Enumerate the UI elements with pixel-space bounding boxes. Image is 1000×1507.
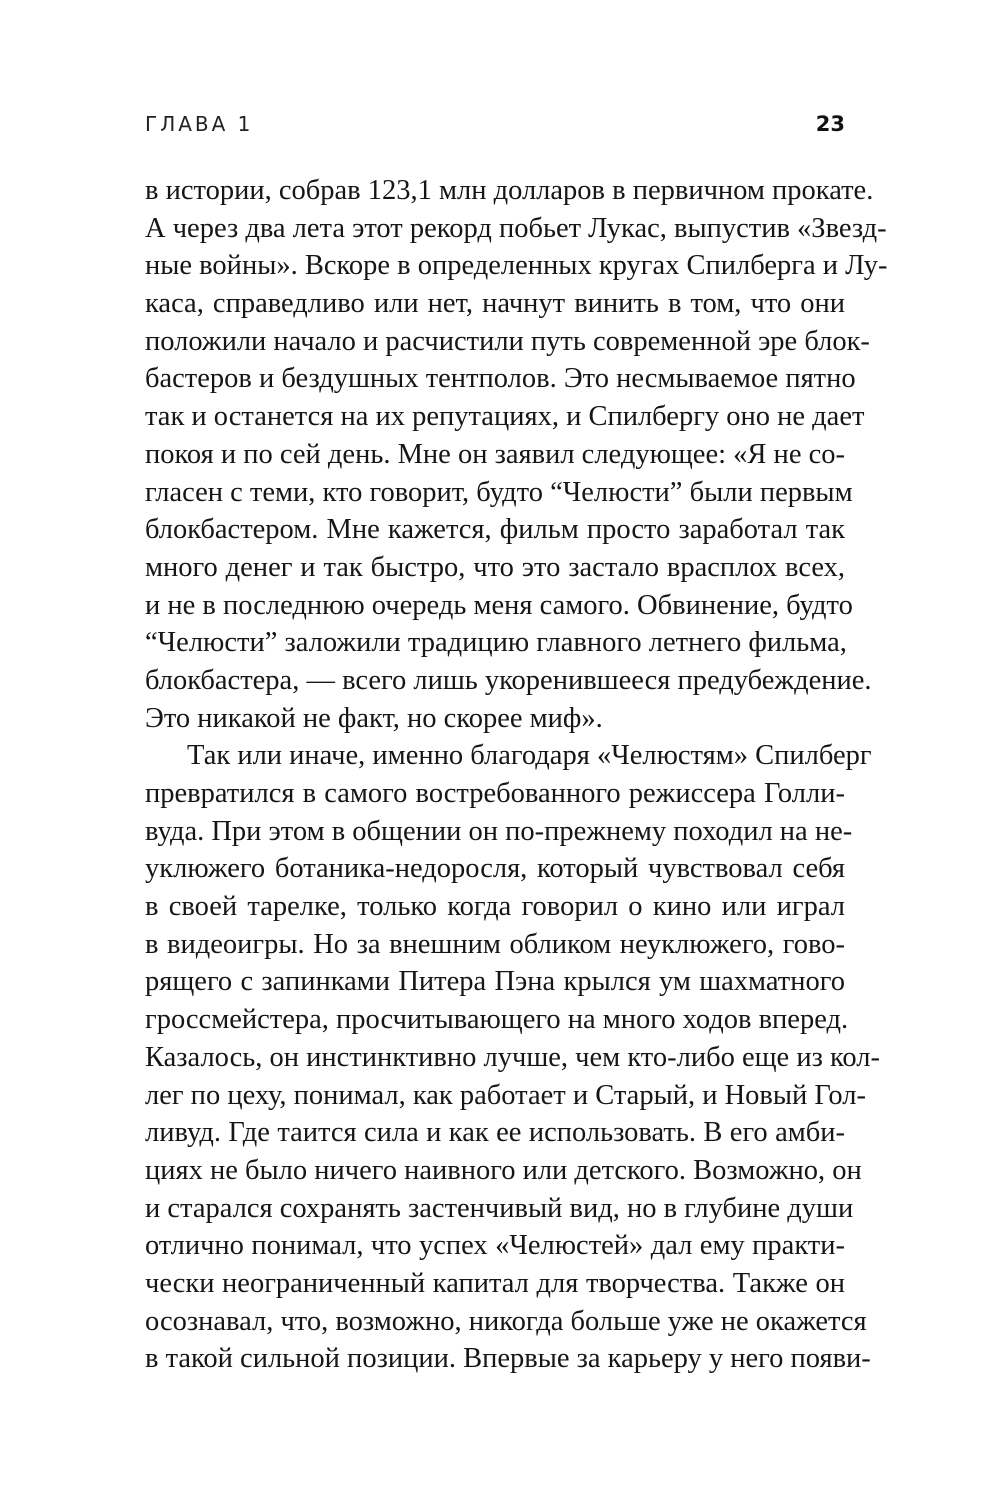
body-text	[145, 172, 888, 1378]
text-line: много денег и так быстро, что это застало врасплох всех,	[145, 551, 845, 583]
text-line: уклюжего ботаника-недоросля, который чувствовал себя	[145, 853, 845, 885]
page-number: 23	[815, 112, 845, 136]
text-line: бастеров и бездушных тентполов. Это несмываемое пятно	[145, 363, 856, 395]
text-line: покоя и по сей день. Мне он заявил следующее: «Я не со-	[145, 438, 845, 470]
text-line: блокбастером. Мне кажется, фильм просто заработал так	[145, 514, 845, 546]
text-line: отлично понимал, что успех «Челюстей» дал ему практи-	[145, 1230, 845, 1262]
text-line: “Челюсти” заложили традицию главного летнего фильма,	[145, 627, 847, 659]
text-line: превратился в самого востребованного режиссера Голли-	[145, 778, 845, 809]
text-line: гроссмейстера, просчитывающего на много ходов вперед.	[145, 1004, 849, 1036]
text-line: каса, справедливо или нет, начнут винить в том, что они	[145, 288, 845, 320]
text-line: положили начало и расчистили путь современной эре блок-	[145, 325, 870, 357]
text-line: так и останется на их репутациях, и Спилбергу оно не дает	[145, 401, 865, 433]
text-line: в видеоигры. Но за внешним обликом неуклюжего, гово-	[145, 928, 845, 960]
text-line: ные войны». Вскоре в определенных кругах Спилберга и Лу-	[145, 250, 888, 282]
text-line: в своей тарелке, только когда говорил о кино или играл	[145, 891, 845, 923]
text-line: и старался сохранять застенчивый вид, но в глубине души	[145, 1192, 854, 1224]
running-head	[145, 112, 845, 142]
text-line: вуда. При этом в общении он по-прежнему походил на не-	[145, 815, 853, 847]
text-line: в истории, собрав 123,1 млн долларов в первичном прокате.	[145, 175, 874, 206]
text-line: и не в последнюю очередь меня самого. Обвинение, будто	[145, 589, 853, 621]
text-line: циях не было ничего наивного или детского. Возможно, он	[145, 1154, 862, 1186]
text-line: Казалось, он инстинктивно лучше, чем кто-либо еще из кол-	[145, 1041, 880, 1073]
text-line: гласен с теми, кто говорит, будто “Челюсти” были первым	[145, 476, 853, 508]
text-line: А через два лета этот рекорд побьет Лукас, выпустив «Звезд-	[145, 212, 887, 244]
text-line: чески неограниченный капитал для творчества. Также он	[145, 1267, 845, 1299]
text-line: лег по цеху, понимал, как работает и Старый, и Новый Гол-	[145, 1079, 866, 1111]
paragraph-start-line: Так или иначе, именно благодаря «Челюстям» Спилберг	[187, 740, 872, 772]
text-line: блокбастера, — всего лишь укоренившееся предубеждение.	[145, 664, 872, 696]
text-line: в такой сильной позиции. Впервые за карьеру у него появи-	[145, 1343, 871, 1375]
text-line: ливуд. Где таится сила и как ее использовать. В его амби-	[145, 1117, 845, 1149]
paragraph-end-line: Это никакой не факт, но скорее миф».	[145, 702, 603, 734]
text-line: осознавал, что, возможно, никогда больше уже не окажется	[145, 1305, 867, 1337]
chapter-label: ГЛАВА 1	[145, 112, 254, 136]
text-line: рящего с запинками Питера Пэна крылся ум шахматного	[145, 966, 845, 998]
